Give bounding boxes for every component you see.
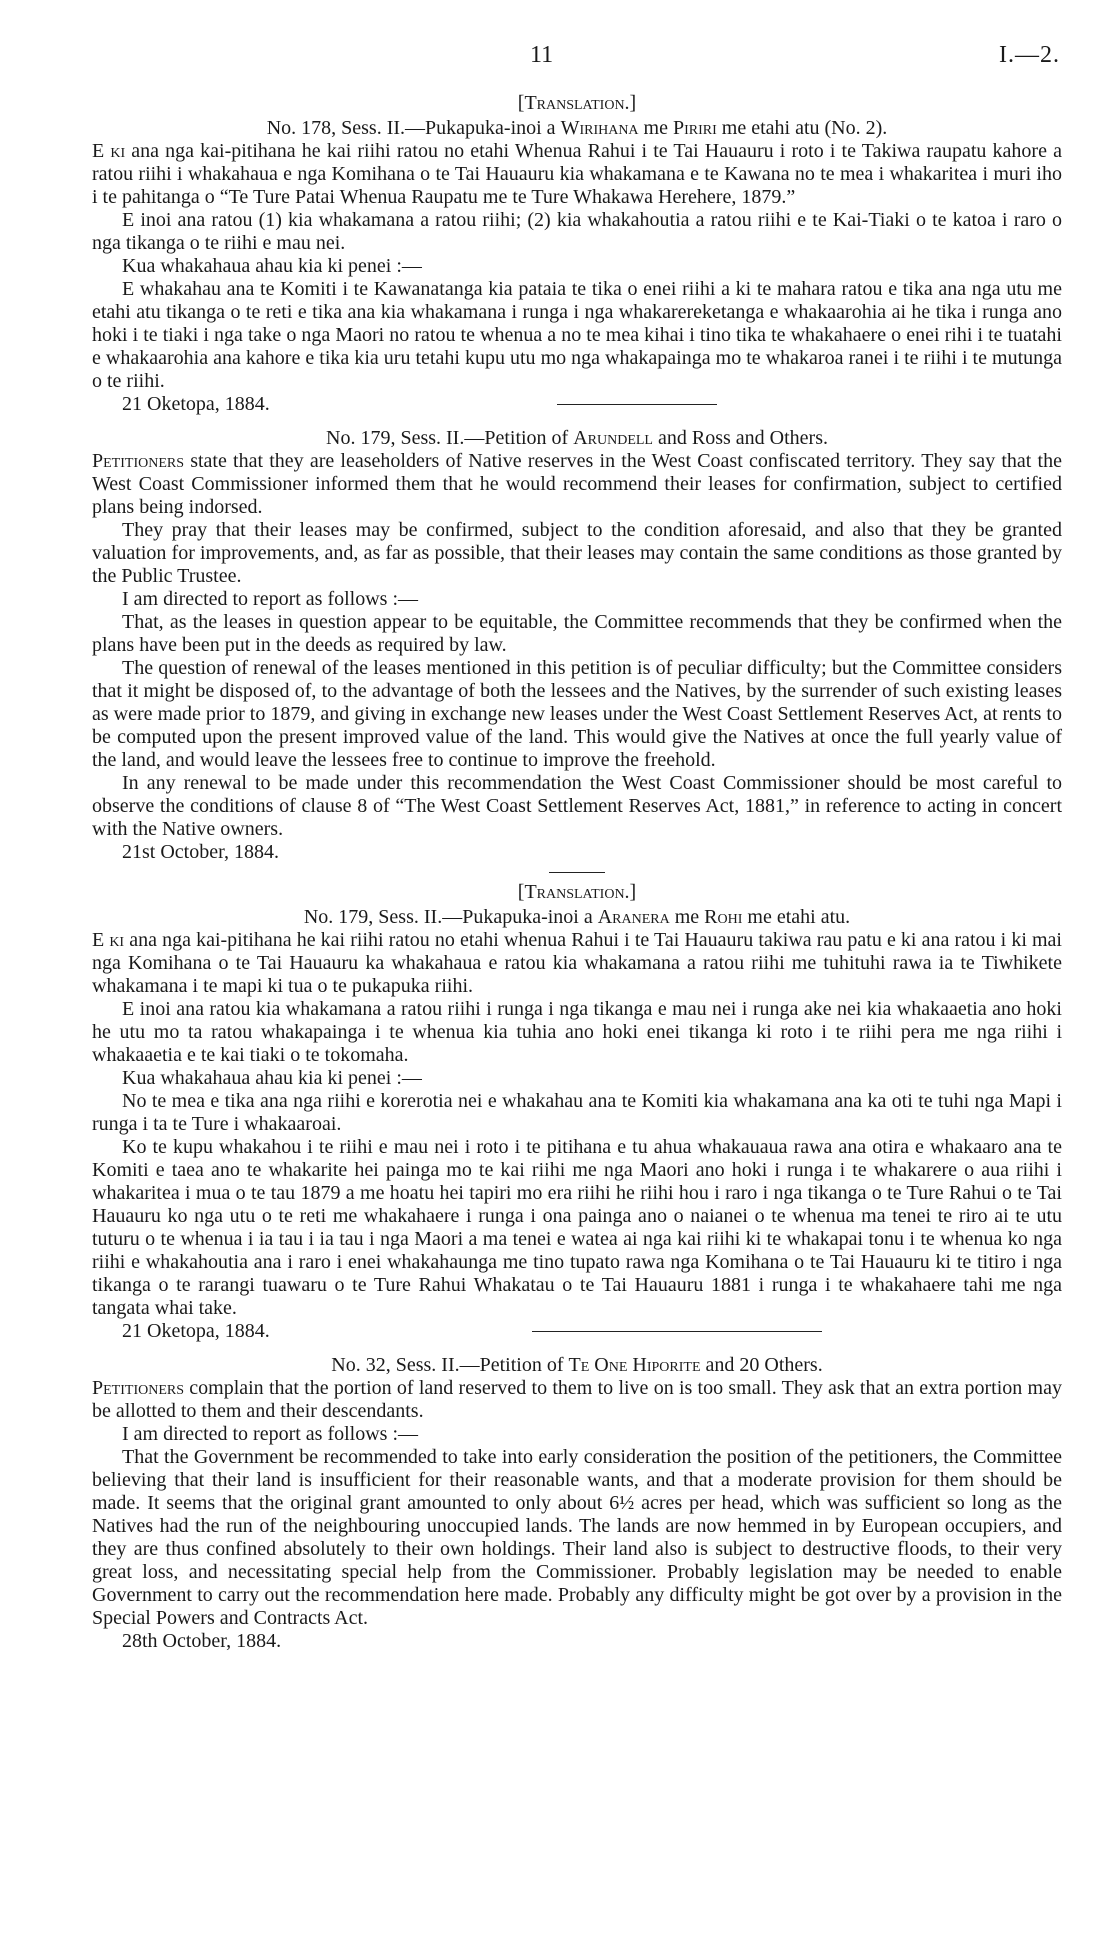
paragraph-text: ana nga kai-pitihana he kai riihi ratou no etahi whenua Rahui i te Tai Hauauru takiwa rau patu e ki ana ratou i ki mai nga Komihana o te Tai Hauauru ka whakahaua e ratou kia whakamana a ratou riihi me tuhituhi rawa ia te Tiwhikete whakamana i te mapi ki tua o te pukapuka riihi. xyxy=(92,929,1062,997)
page-number: 11 xyxy=(530,42,554,68)
heading-text: me xyxy=(669,906,705,928)
paragraph: E whakahau ana te Komiti i te Kawanatanga kia pataia te tika o enei riihi a ki te mahara ratou e tika ana nga utu me etahi atu tikanga o te reti e tika ana kia whakamana i runga i nga whakarereketanga e whakaarohia ai he tika i runga ano hoki i te tiaki i nga take o nga Maori no ratou te whenua a no te mea kihai i tino tika te whakahaere o enei rihi i te tuatahi e whakaarohia ana kahore e tika kia uru tetahi kupu utu mo nga whakapainga mo te whakaroa ranei i te riihi i te mutunga o te riihi. xyxy=(92,278,1062,392)
heading-name: Piriri xyxy=(672,117,717,139)
divider xyxy=(532,1331,822,1332)
lead-in: Petitioners xyxy=(92,1377,184,1399)
heading-text: me etahi atu (No. 2). xyxy=(716,117,888,139)
section-date: 21st October, 1884. xyxy=(122,841,279,863)
translation-label: [Translation.] xyxy=(517,881,637,903)
paragraph xyxy=(92,450,1062,519)
heading-text: and Ross and Others. xyxy=(653,427,828,449)
lead-in: E ki xyxy=(92,929,125,951)
lead-in: Petitioners xyxy=(92,450,184,472)
heading-text: me xyxy=(638,117,673,139)
paragraph-text: complain that the portion of land reserved to them to live on is too small. They ask that an extra portion may be allotted to them and their descendants. xyxy=(92,1377,1062,1422)
paragraph-text: state that they are leaseholders of Native reserves in the West Coast confiscated territory. They say that the West Coast Commissioner informed them that he would recommend their leases for confirmation, subject to certified plans being indorsed. xyxy=(92,450,1062,518)
section-date: 21 Oketopa, 1884. xyxy=(122,393,270,415)
section-heading xyxy=(92,117,1062,140)
section-petition-32 xyxy=(92,1354,1062,1653)
divider xyxy=(549,872,605,873)
paragraph: E inoi ana ratou (1) kia whakamana a ratou riihi; (2) kia whakahoutia a ratou riihi e te Kai-Tiaki o te katoa i raro o nga tikanga o te riihi e mau nei. xyxy=(92,209,1062,254)
document-body xyxy=(92,88,1062,1659)
section-petition-179-translation xyxy=(92,881,1062,1344)
section-heading xyxy=(92,906,1062,929)
paragraph-text: ana nga kai-pitihana he kai riihi ratou no etahi Whenua Rahui i te Tai Hauauru i roto i te Takiwa raupatu kahore a ratou riihi i whakahaua e nga Komihana o te Tai Hauauru kia whakamana e te Kawana no te mea i whakaritea i muri iho i te pahitanga o “Te Ture Patai Whenua Raupatu me te Ture Whakawa Herehere, 1879.” xyxy=(92,140,1062,208)
heading-name: Aranera xyxy=(597,906,670,928)
paragraph xyxy=(92,929,1062,998)
paragraph: Kua whakahaua ahau kia ki penei :— xyxy=(122,255,422,277)
heading-text: No. 179, Sess. II.—Petition of xyxy=(326,427,574,449)
paragraph: Ko te kupu whakahou i te riihi e mau nei i roto i te pitihana e tu ahua whakauaua rawa ana otira e whakaaro ana te Komiti e taea ano te whakarite hei painga mo te kai riihi me nga Maori ano hoki i runga i te whakarere o aua riihi i whakaritea i mua o te tau 1879 a me hoatu hei tapiri mo era riihi he riihi hou i raro i nga tikanga o te Ture Rahui o te Tai Hauauru ko nga utu o te reti me whakahaere i runga i ona painga ano o naianei o te whenua ma tenei te riro ai te utu tuturu o te whenua i ia tau i ia tau i nga Maori a ma tenei e watea ai nga kai riihi ki te whakapai tonu i te whenua ko nga riihi e whakahoutia ana i raro i enei whakahaunga me tino tupato rawa nga Komihana o te Tai Hauauru ki te titiro i nga tikanga o te rarangi tuawaru o te Ture Rahui Whakatau o te Tai Hauauru 1881 i runga i te whakahaere tahi me nga tangata whai take. xyxy=(92,1136,1062,1319)
heading-name: Wirihana xyxy=(560,117,639,139)
paragraph: In any renewal to be made under this recommendation the West Coast Commissioner should be most careful to observe the conditions of clause 8 of “The West Coast Settlement Reserves Act, 1881,” in reference to acting in concert with the Native owners. xyxy=(92,772,1062,840)
paragraph: The question of renewal of the leases mentioned in this petition is of peculiar difficulty; but the Committee considers that it might be disposed of, to the advantage of both the lessees and the Natives, by the surrender of such existing leases as were made prior to 1879, and giving in exchange new leases under the West Coast Settlement Reserves Act, at rents to be computed upon the present improved value of the land. This would give the Natives at once the full yearly value of the land, and would leave the lessees free to continue to improve the freehold. xyxy=(92,657,1062,771)
section-date: 21 Oketopa, 1884. xyxy=(122,1320,270,1342)
paragraph: They pray that their leases may be confirmed, subject to the condition aforesaid, and also that they be granted valuation for improvements, and, as far as possible, that their leases may contain the same conditions as those granted by the Public Trustee. xyxy=(92,519,1062,587)
paragraph xyxy=(92,1377,1062,1423)
heading-text: and 20 Others. xyxy=(700,1354,823,1376)
paragraph: That the Government be recommended to take into early consideration the position of the petitioners, the Committee believing that their land is insufficient for their reasonable wants, and that a moderate provision for them should be made. It seems that the original grant amounted to only about 6½ acres per head, which was sufficient so long as the Natives had the run of the neighbouring unoccupied lands. The lands are now hemmed in by European occupiers, and they are thus confined absolutely to their own holdings. Their land also is subject to destructive floods, to their very great loss, and necessitating special help from the Commissioner. Probably legislation may be needed to enable Government to carry out the recommendation here made. Probably any difficulty might be got over by a provision in the Special Powers and Contracts Act. xyxy=(92,1446,1062,1629)
paragraph: That, as the leases in question appear to be equitable, the Committee recommends that they be confirmed when the plans have been put in the deeds as required by law. xyxy=(92,611,1062,656)
section-date: 28th October, 1884. xyxy=(122,1630,282,1652)
paragraph: No te mea e tika ana nga riihi e korerotia nei e whakahau ana te Komiti kia whakamana ana ka oti te tuhi nga Mapi i runga i ta te Ture i whakaaroai. xyxy=(92,1090,1062,1135)
divider xyxy=(557,404,717,405)
section-petition-178-translation xyxy=(92,92,1062,417)
section-petition-179 xyxy=(92,427,1062,873)
paragraph xyxy=(92,140,1062,209)
translation-label: [Translation.] xyxy=(517,92,637,114)
paragraph: Kua whakahaua ahau kia ki penei :— xyxy=(122,1067,422,1089)
page-reference: I.—2. xyxy=(999,42,1060,68)
heading-text: No. 32, Sess. II.—Petition of xyxy=(331,1354,569,1376)
paragraph: I am directed to report as follows :— xyxy=(122,1423,419,1445)
heading-name: Rohi xyxy=(704,906,743,928)
heading-name: Arundell xyxy=(573,427,653,449)
paragraph: E inoi ana ratou kia whakamana a ratou riihi i runga i nga tikanga e mau nei i runga ake nei kia whakaaetia ano hoki he utu mo ta ratou whakapainga i te whenua kia tuhia ano hoki enei tikanga ki roto i te riihi pera me nga riihi i whakaaetia e te kai tiaki o te tokomaha. xyxy=(92,998,1062,1066)
heading-name: Te One Hiporite xyxy=(568,1354,701,1376)
heading-text: No. 179, Sess. II.—Pukapuka-inoi a xyxy=(303,906,598,928)
lead-in: E ki xyxy=(92,140,126,162)
paragraph: I am directed to report as follows :— xyxy=(122,588,419,610)
heading-text: No. 178, Sess. II.—Pukapuka-inoi a xyxy=(266,117,561,139)
heading-text: me etahi atu. xyxy=(742,906,851,928)
section-heading xyxy=(92,1354,1062,1377)
page-header xyxy=(0,42,1114,76)
section-heading xyxy=(92,427,1062,450)
